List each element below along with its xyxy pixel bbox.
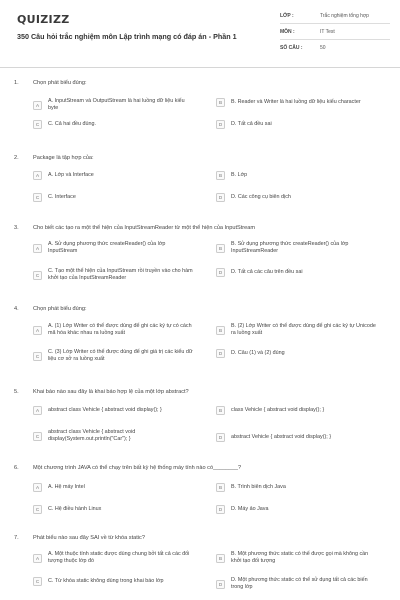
option-c[interactable] — [33, 505, 193, 514]
option-text: B. Một phương thức static có thể được gọi mà không cần khởi tạo đối tượng — [231, 551, 369, 565]
option-text: B. Lớp — [231, 171, 248, 178]
option-text: B. Reader và Writer là hai luồng dữ liệu kiểu character — [231, 98, 361, 105]
question-text: Khai báo nào sau đây là khai báo hợp lệ của một lớp abstract? — [33, 389, 189, 395]
option-c[interactable] — [33, 120, 193, 129]
option-text: D. Một phương thức static có thể sử dụng tất cả các biến trong lớp — [231, 577, 368, 591]
option-b[interactable] — [216, 98, 376, 107]
meta-row-class — [280, 8, 390, 24]
meta-key: LỚP : — [280, 12, 294, 19]
option-text: D. Các công cụ biên dịch — [231, 193, 291, 200]
option-text: A. Sử dụng phương thức createReader() của lớp InputStream — [48, 241, 166, 255]
question-text: Một chương trình JAVA có thể chạy trên bất kỳ hệ thống máy tính nào có________? — [33, 465, 242, 471]
option-letter-box: B — [216, 483, 225, 492]
option-text: B. (2) Lớp Writer có thể được dùng để ghi các ký tự Unicode ra luồng xuất — [231, 323, 376, 337]
meta-key: MÔN : — [280, 28, 295, 35]
question-number: 2. — [14, 155, 19, 161]
question-number: 1. — [14, 80, 19, 86]
option-b[interactable] — [216, 323, 376, 337]
option-d[interactable] — [216, 193, 376, 202]
option-text: A. (1) Lớp Writer có thể được dùng để ghi các ký tự có cách mã hóa khác nhau ra luồng xuất — [48, 323, 192, 337]
question-number: 4. — [14, 306, 19, 312]
meta-value: IT Test — [320, 28, 335, 35]
option-letter-box: A — [33, 406, 42, 415]
option-letter-box: B — [216, 554, 225, 563]
option-letter-box: C — [33, 193, 42, 202]
question-text: Package là tập hợp của: — [33, 155, 94, 161]
option-letter-box: A — [33, 326, 42, 335]
option-b[interactable] — [216, 171, 376, 180]
option-a[interactable] — [33, 323, 193, 337]
option-text: abstract class Vehicle { abstract void display(); } — [48, 406, 162, 413]
meta-value: Trắc nghiệm tổng hợp — [320, 12, 369, 19]
option-letter-box: D — [216, 505, 225, 514]
option-letter-box: C — [33, 577, 42, 586]
option-letter-box: D — [216, 120, 225, 129]
option-letter-box: D — [216, 268, 225, 277]
option-text: A. Lớp và Interface — [48, 171, 94, 178]
meta-table — [280, 8, 390, 56]
meta-row-subject — [280, 24, 390, 40]
option-letter-box: C — [33, 505, 42, 514]
option-d[interactable] — [216, 433, 376, 442]
option-c[interactable] — [33, 429, 193, 443]
option-letter-box: D — [216, 193, 225, 202]
option-letter-box: A — [33, 101, 42, 110]
option-text: abstract class Vehicle { abstract void display(System.out.println("Car"); } — [48, 429, 136, 443]
option-letter-box: C — [33, 432, 42, 441]
question-number: 6. — [14, 465, 19, 471]
option-text: B. Trình biên dịch Java — [231, 483, 286, 490]
option-letter-box: D — [216, 433, 225, 442]
option-letter-box: C — [33, 271, 42, 280]
option-letter-box: B — [216, 171, 225, 180]
meta-value: 50 — [320, 45, 326, 51]
option-text: C. (3) Lớp Writer có thể được dùng để ghi giá trị các kiểu dữ liệu cơ sở ra luồng xuất — [48, 349, 193, 363]
option-letter-box: C — [33, 352, 42, 361]
option-text: B. Sử dụng phương thức createReader() của lớp InputStreamReader — [231, 241, 349, 255]
option-text: A. Một thuộc tính static được dùng chung bởi tất cả các đối tượng thuộc lớp đó — [48, 551, 190, 565]
option-letter-box: B — [216, 406, 225, 415]
option-letter-box: B — [216, 98, 225, 107]
meta-key: SỐ CÂU : — [280, 45, 303, 51]
question-number: 3. — [14, 225, 19, 231]
question-text: Phát biểu nào sau đây SAI về từ khóa static? — [33, 535, 145, 541]
option-letter-box: C — [33, 120, 42, 129]
question-number: 5. — [14, 389, 19, 395]
option-letter-box: D — [216, 349, 225, 358]
option-letter-box: A — [33, 554, 42, 563]
option-d[interactable] — [216, 505, 376, 514]
option-a[interactable] — [33, 483, 193, 492]
meta-row-count — [280, 40, 390, 56]
option-b[interactable] — [216, 406, 376, 415]
option-b[interactable] — [216, 241, 376, 255]
option-text: C. Interface — [48, 193, 76, 200]
option-d[interactable] — [216, 120, 376, 129]
option-c[interactable] — [33, 268, 193, 282]
option-c[interactable] — [33, 577, 193, 586]
question-text: Chọn phát biểu đúng: — [33, 306, 87, 312]
option-letter-box: A — [33, 171, 42, 180]
question-number: 7. — [14, 535, 19, 541]
option-d[interactable] — [216, 577, 376, 591]
option-c[interactable] — [33, 193, 193, 202]
option-text: D. Máy ảo Java — [231, 505, 269, 512]
quizizz-logo: QUIZIZZ — [17, 13, 70, 26]
option-letter-box: B — [216, 326, 225, 335]
option-text: D. Tất cả các câu trên đều sai — [231, 268, 303, 275]
option-d[interactable] — [216, 268, 376, 277]
option-letter-box: D — [216, 580, 225, 589]
option-a[interactable] — [33, 171, 193, 180]
option-text: A. InputStream và OutputStream là hai luồng dữ liệu kiểu byte — [48, 98, 185, 112]
option-text: C. Hệ điều hành Linux — [48, 505, 102, 512]
option-a[interactable] — [33, 241, 193, 255]
option-a[interactable] — [33, 551, 193, 565]
option-text: C. Cả hai đều đúng. — [48, 120, 96, 127]
document-title: 350 Câu hỏi trắc nghiệm môn Lập trình mạng có đáp án - Phần 1 — [17, 32, 237, 41]
option-letter-box: A — [33, 244, 42, 253]
option-b[interactable] — [216, 483, 376, 492]
option-text: abstract Vehicle { abstract void display(); } — [231, 433, 332, 440]
option-d[interactable] — [216, 349, 376, 358]
option-letter-box: A — [33, 483, 42, 492]
question-text: Cho biết các tạo ra một thể hiện của InputStreamReader từ một thể hiện của InputStream — [33, 225, 256, 231]
option-a[interactable] — [33, 98, 193, 112]
option-text: C. Từ khóa static không dùng trong khai báo lớp — [48, 577, 164, 584]
option-text: C. Tạo một thể hiện của InputStream rồi truyền vào cho hàm khởi tạo của InputStreamReader — [48, 268, 193, 282]
option-c[interactable] — [33, 349, 193, 363]
option-b[interactable] — [216, 551, 376, 565]
option-a[interactable] — [33, 406, 193, 415]
option-text: D. Tất cả đều sai — [231, 120, 272, 127]
option-text: A. Hệ máy Intel — [48, 483, 85, 490]
option-text: D. Câu (1) và (2) đúng — [231, 349, 285, 356]
option-text: class Vehicle { abstract void display(); } — [231, 406, 325, 413]
question-text: Chọn phát biểu đúng: — [33, 80, 87, 86]
document-header — [0, 0, 400, 68]
option-letter-box: B — [216, 244, 225, 253]
